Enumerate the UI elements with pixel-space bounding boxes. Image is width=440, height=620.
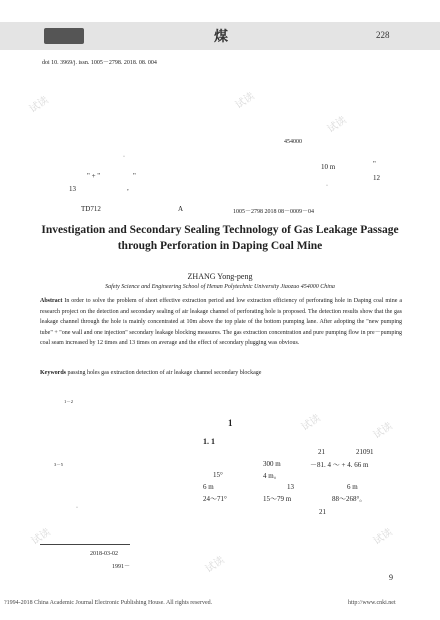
watermark: 试读 [233,90,257,112]
author-name: ZHANG Yong-peng [187,272,253,281]
watermark: 试读 [325,114,349,136]
watermark: 试读 [371,420,395,442]
comma-mark: , [127,184,129,192]
quote-mark-2: " [133,172,136,180]
reference-mark-3-5: 3－5 [54,462,63,467]
value-azimuth-range: 88～268°。 [332,495,367,503]
watermark: 试读 [299,412,323,434]
dot-mark-2: · [326,183,328,189]
doi: doi 10. 3969/j. issn. 1005－2798. 2018. 08. 004 [42,60,157,66]
watermark: 试读 [29,526,53,548]
value-300m: 300 m [263,460,281,468]
document-code: A [178,205,184,213]
masthead-character: 煤 [214,30,228,45]
value-length-range: 15～79 m [263,495,292,503]
page-mark: 9 [389,573,393,582]
fragment-10m: 10 m [321,163,336,171]
abstract-label: Abstract [40,298,63,304]
fragment-12: 12 [373,174,380,182]
page-header [0,22,440,50]
keywords-text: passing holes gas extraction detection of air leakage channel secondary blockage [67,370,262,376]
abstract-text: In order to solve the problem of short effective extraction period and low extraction efficiency of perforating hole in Daping coal mine a research project on the detection and secondary sealing of air leakage channel of perforating hole is proposed. The detection results show that the gas leakage channel through the hole is mainly concentrated at 10m above the top plate of the bottom pumping lane. After adopting the "new pumping tube" + "one wall and one injection" secondary leakage blocking measures. The gas extraction concentration and pure pumping flow in pre－pumping coal seam increased by 12 times and 13 times on average and the effect of secondary plugging was obvious. [40,298,403,346]
dot-mark-3: · [76,505,78,511]
keywords [40,368,402,379]
value-6m-2: 6 m [347,483,358,491]
quote-mark: " [373,160,376,168]
date-received: 2018-03-02 [90,551,118,557]
abstract [40,296,402,349]
author-birth-year: 1991－ [112,564,131,570]
section-heading-1: 1 [228,418,233,428]
copyright-notice: ?1994-2018 China Academic Journal Electronic Publishing House. All rights reserved. [4,600,213,606]
postcode: 454000 [284,139,302,145]
value-15deg: 15° [213,471,223,479]
value-21091: 21091 [356,448,374,456]
section-heading-1-1: 1. 1 [203,437,215,446]
value-21: 21 [318,448,325,456]
watermark: 试读 [203,554,227,576]
value-4m: 4 m。 [263,472,281,480]
value-6m: 6 m [203,483,214,491]
value-elevation: －81. 4 ～ + 4. 66 m [310,461,369,469]
footer-url[interactable]: http://www.cnki.net [348,600,396,606]
article-number: 1005－2798 2018 08－0009－04 [233,209,315,215]
value-angle-range: 24～71° [203,495,227,503]
page-number: 228 [376,30,390,40]
classification-code: TD712 [81,205,101,213]
paper-title: Investigation and Secondary Sealing Technology of Gas Leakage Passage through Perforation in Daping Coal Mine [41,224,399,252]
watermark: 试读 [371,526,395,548]
keywords-label: Keywords [40,370,66,376]
value-21b: 21 [319,508,326,516]
reference-mark-1-2: 1－2 [64,399,73,404]
dot-mark: · [123,154,125,160]
quote-plus-quote: " + " [87,172,101,180]
fragment-13: 13 [69,185,76,193]
value-13: 13 [287,483,294,491]
watermark: 试读 [27,94,51,116]
author-affiliation: Safety Science and Engineering School of Henan Polytechnic University Jiaozuo 454000 China [105,284,335,290]
footnote-divider [40,544,130,545]
journal-logo [44,28,84,44]
